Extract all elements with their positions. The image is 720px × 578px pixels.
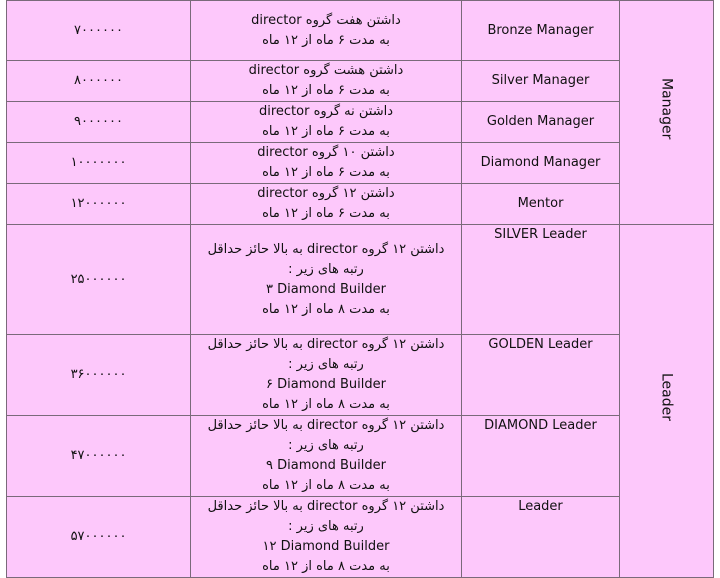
description-cell: [191, 335, 462, 416]
rank-cell: Leader: [462, 497, 620, 578]
table-row: [7, 1, 714, 61]
table-row: [7, 416, 714, 497]
rank-cell: Golden Manager: [462, 102, 620, 143]
description-line: رتبه های زیر :: [288, 438, 364, 453]
description-line: به مدت ۶ ماه از ۱۲ ماه: [262, 206, 390, 221]
description-line: به مدت ۸ ماه از ۱۲ ماه: [262, 478, 390, 493]
table-row: [7, 184, 714, 225]
table-row: [7, 61, 714, 102]
description-line: ۳ Diamond Builder: [266, 281, 386, 297]
amount-cell: ۱۰۰۰۰۰۰۰: [7, 143, 191, 184]
category-label: Manager: [658, 78, 675, 140]
amount-cell: ۵۷۰۰۰۰۰۰: [7, 497, 191, 578]
rank-cell: GOLDEN Leader: [462, 335, 620, 416]
description-line: به مدت ۶ ماه از ۱۲ ماه: [262, 83, 390, 98]
description-line: به مدت ۶ ماه از ۱۲ ماه: [262, 165, 390, 180]
description-line: داشتن ۱۲ گروه director به بالا حائز حداقل: [207, 418, 445, 433]
rank-cell: Silver Manager: [462, 61, 620, 102]
rank-cell: SILVER Leader: [462, 225, 620, 335]
rank-cell: Mentor: [462, 184, 620, 225]
description-line: داشتن هشت گروه director: [248, 63, 404, 78]
description-line: به مدت ۸ ماه از ۱۲ ماه: [262, 397, 390, 412]
description-line: داشتن هفت گروه director: [251, 12, 401, 28]
description-line: داشتن ۱۲ گروه director به بالا حائز حداقل: [207, 499, 445, 514]
description-line: ۶ Diamond Builder: [266, 377, 386, 392]
description-cell: [191, 497, 462, 578]
amount-cell: ۲۵۰۰۰۰۰۰: [7, 225, 191, 335]
amount-cell: ۷۰۰۰۰۰۰: [7, 1, 191, 61]
category-cell-manager: [620, 1, 714, 225]
amount-cell: ۱۲۰۰۰۰۰۰: [7, 184, 191, 225]
description-line: داشتن ۱۲ گروه director: [257, 186, 395, 201]
description-line: به مدت ۶ ماه از ۱۲ ماه: [262, 124, 390, 139]
description-line: ۱۲ Diamond Builder: [262, 539, 390, 554]
table-row: [7, 335, 714, 416]
table-row: [7, 497, 714, 578]
table-row: [7, 143, 714, 184]
description-cell: [191, 1, 462, 61]
category-cell-leader: [620, 225, 714, 578]
description-line: به مدت ۸ ماه از ۱۲ ماه: [262, 301, 390, 317]
amount-cell: ۴۷۰۰۰۰۰۰: [7, 416, 191, 497]
description-line: رتبه های زیر :: [288, 261, 364, 277]
description-line: داشتن ۱۲ گروه director به بالا حائز حداقل: [207, 337, 445, 352]
rank-cell: Bronze Manager: [462, 1, 620, 61]
rank-table: [6, 0, 714, 578]
description-line: داشتن ۱۲ گروه director به بالا حائز حداقل: [207, 241, 445, 257]
description-line: ۹ Diamond Builder: [266, 458, 386, 473]
rank-cell: Diamond Manager: [462, 143, 620, 184]
description-cell: [191, 143, 462, 184]
description-line: داشتن نه گروه director: [258, 104, 394, 119]
rank-cell: DIAMOND Leader: [462, 416, 620, 497]
description-cell: [191, 225, 462, 335]
description-line: رتبه های زیر :: [288, 519, 364, 534]
description-cell: [191, 61, 462, 102]
description-cell: [191, 184, 462, 225]
description-cell: [191, 416, 462, 497]
description-line: به مدت ۸ ماه از ۱۲ ماه: [262, 559, 390, 574]
amount-cell: ۹۰۰۰۰۰۰: [7, 102, 191, 143]
table-row: [7, 102, 714, 143]
amount-cell: ۳۶۰۰۰۰۰۰: [7, 335, 191, 416]
description-line: داشتن ۱۰ گروه director: [257, 145, 395, 160]
table-row: [7, 225, 714, 335]
description-line: رتبه های زیر :: [288, 357, 364, 372]
amount-cell: ۸۰۰۰۰۰۰: [7, 61, 191, 102]
description-cell: [191, 102, 462, 143]
category-label: Leader: [658, 373, 675, 422]
description-line: به مدت ۶ ماه از ۱۲ ماه: [262, 32, 390, 48]
